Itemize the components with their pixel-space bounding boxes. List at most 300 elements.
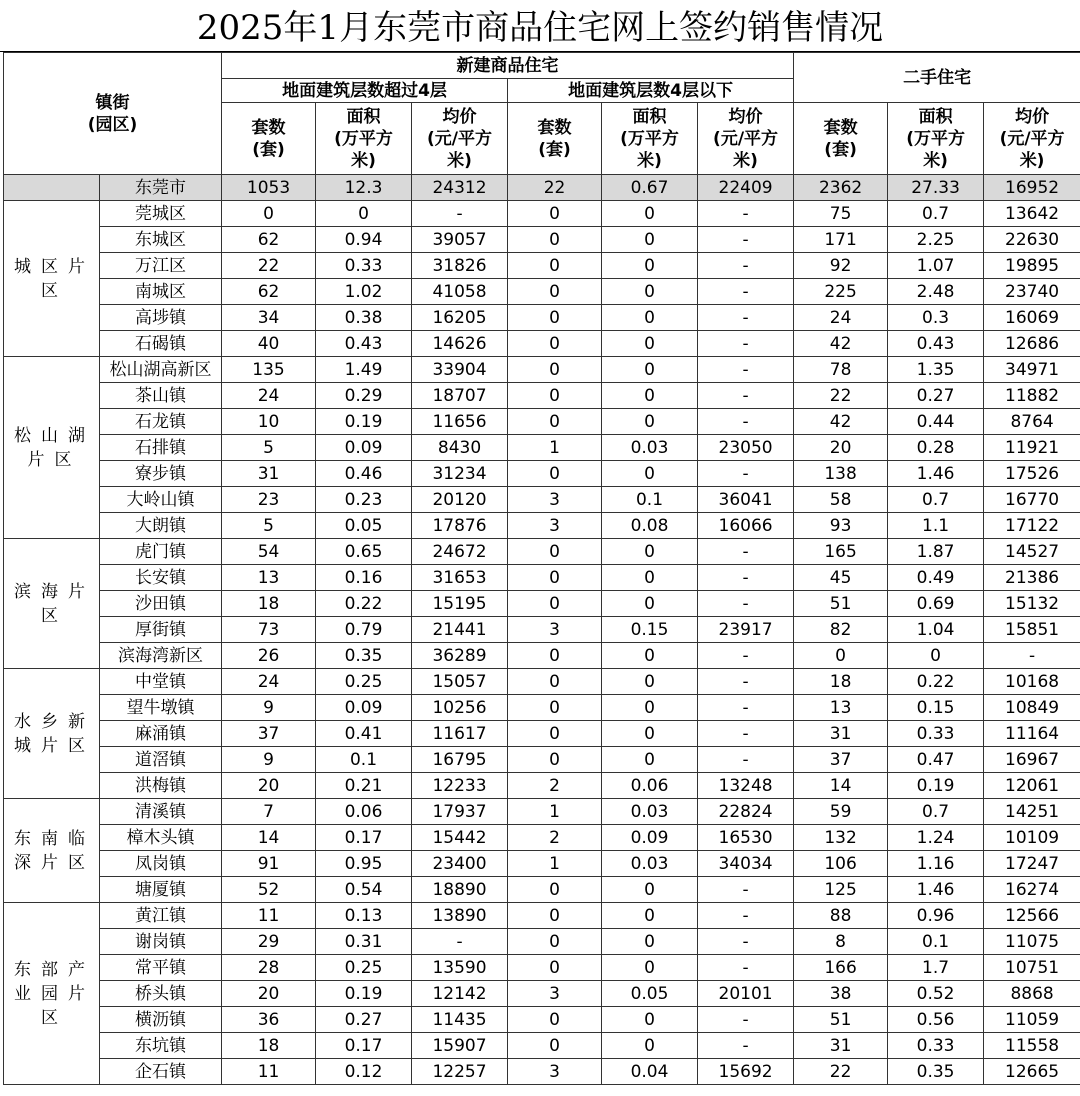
data-cell: 36041 [698,487,794,513]
data-cell: 13 [794,695,888,721]
data-cell: 0 [602,279,698,305]
data-cell: 23917 [698,617,794,643]
col-header-units: 套数 (套) [222,103,316,175]
town-name: 寮步镇 [100,461,222,487]
data-cell: 0 [602,747,698,773]
sales-table [3,52,1080,1085]
data-cell: 31653 [412,565,508,591]
data-cell: 0.43 [888,331,984,357]
data-cell: 22630 [984,227,1080,253]
data-cell: 8764 [984,409,1080,435]
data-cell: 9 [222,747,316,773]
data-cell: 0.96 [888,903,984,929]
table-row [4,513,1080,539]
data-cell: 0 [602,695,698,721]
data-cell: 0 [508,591,602,617]
data-cell: 11075 [984,929,1080,955]
data-cell: 1 [508,851,602,877]
data-cell: 37 [222,721,316,747]
data-cell: 5 [222,435,316,461]
data-cell: 14251 [984,799,1080,825]
data-cell: 34971 [984,357,1080,383]
town-name: 常平镇 [100,955,222,981]
data-cell: 0 [602,227,698,253]
data-cell: 21441 [412,617,508,643]
data-cell: 34 [222,305,316,331]
region-label: 东部产业园片区 [4,903,100,1085]
data-cell: - [698,227,794,253]
data-cell: - [698,201,794,227]
town-name: 谢岗镇 [100,929,222,955]
data-cell: - [698,591,794,617]
data-cell: 0 [508,331,602,357]
data-cell: 0.33 [316,253,412,279]
data-cell: - [698,1033,794,1059]
data-cell: 0 [508,669,602,695]
town-name: 清溪镇 [100,799,222,825]
data-cell: 0 [222,201,316,227]
data-cell: 45 [794,565,888,591]
data-cell: 54 [222,539,316,565]
total-cell: 27.33 [888,175,984,201]
data-cell: 15442 [412,825,508,851]
data-cell: - [698,331,794,357]
town-name: 厚街镇 [100,617,222,643]
data-cell: 0.35 [888,1059,984,1085]
table-row [4,695,1080,721]
col-header-area: 面积 (万平方 米) [316,103,412,175]
data-cell: 0.05 [602,981,698,1007]
above4-header: 地面建筑层数超过4层 [222,79,508,103]
town-name: 塘厦镇 [100,877,222,903]
data-cell: - [698,461,794,487]
town-name: 麻涌镇 [100,721,222,747]
data-cell: 23740 [984,279,1080,305]
data-cell: 0.09 [316,435,412,461]
table-row [4,643,1080,669]
data-cell: 0.69 [888,591,984,617]
data-cell: 0.08 [602,513,698,539]
total-cell: 16952 [984,175,1080,201]
table-row [4,721,1080,747]
table-row [4,851,1080,877]
data-cell: - [698,357,794,383]
table-row [4,669,1080,695]
data-cell: 0.7 [888,799,984,825]
data-cell: 12566 [984,903,1080,929]
table-row [4,487,1080,513]
total-cell: 1053 [222,175,316,201]
table-row [4,1033,1080,1059]
table-row [4,539,1080,565]
town-name: 虎门镇 [100,539,222,565]
data-cell: - [698,383,794,409]
data-cell: 165 [794,539,888,565]
data-cell: 0.3 [888,305,984,331]
town-name: 高埗镇 [100,305,222,331]
table-row [4,955,1080,981]
data-cell: - [698,903,794,929]
data-cell: 0.03 [602,799,698,825]
town-name: 横沥镇 [100,1007,222,1033]
data-cell: 0.35 [316,643,412,669]
data-cell: 31 [222,461,316,487]
data-cell: 78 [794,357,888,383]
data-cell: 0.79 [316,617,412,643]
data-cell: 0.12 [316,1059,412,1085]
total-cell: 24312 [412,175,508,201]
data-cell: 20 [222,981,316,1007]
data-cell: 0.65 [316,539,412,565]
data-cell: 0 [508,539,602,565]
col-header-price: 均价 (元/平方 米) [984,103,1080,175]
data-cell: 8 [794,929,888,955]
town-name: 大朗镇 [100,513,222,539]
data-cell: 15132 [984,591,1080,617]
data-cell: 1 [508,799,602,825]
region-label: 滨海片区 [4,539,100,669]
data-cell: 91 [222,851,316,877]
data-cell: 15195 [412,591,508,617]
data-cell: 11558 [984,1033,1080,1059]
data-cell: 16795 [412,747,508,773]
data-cell: 18 [794,669,888,695]
data-cell: 0 [508,929,602,955]
data-cell: 17876 [412,513,508,539]
data-cell: 93 [794,513,888,539]
data-cell: 11 [222,903,316,929]
data-cell: - [698,409,794,435]
total-cell: 0.67 [602,175,698,201]
town-name: 樟木头镇 [100,825,222,851]
data-cell: 171 [794,227,888,253]
town-name: 中堂镇 [100,669,222,695]
town-name: 望牛墩镇 [100,695,222,721]
town-name: 石龙镇 [100,409,222,435]
table-row [4,565,1080,591]
data-cell: 11617 [412,721,508,747]
data-cell: - [698,1007,794,1033]
data-cell: 17937 [412,799,508,825]
town-name: 松山湖高新区 [100,357,222,383]
page-title: 2025年1月东莞市商品住宅网上签约销售情况 [0,0,1080,52]
data-cell: 0 [794,643,888,669]
table-row [4,1007,1080,1033]
data-cell: 138 [794,461,888,487]
data-cell: 75 [794,201,888,227]
data-cell: 0.03 [602,435,698,461]
town-name: 莞城区 [100,201,222,227]
data-cell: 20 [222,773,316,799]
data-cell: 41058 [412,279,508,305]
data-cell: 0.49 [888,565,984,591]
data-cell: - [698,721,794,747]
data-cell: 0.25 [316,669,412,695]
data-cell: 1.46 [888,461,984,487]
town-name: 沙田镇 [100,591,222,617]
data-cell: 0 [602,357,698,383]
data-cell: 0.44 [888,409,984,435]
data-cell: 88 [794,903,888,929]
col-header-price: 均价 (元/平方 米) [412,103,508,175]
data-cell: 10109 [984,825,1080,851]
col-header-units: 套数 (套) [794,103,888,175]
town-name: 南城区 [100,279,222,305]
data-cell: - [698,253,794,279]
data-cell: 0 [602,877,698,903]
data-cell: 0 [602,539,698,565]
data-cell: 8868 [984,981,1080,1007]
data-cell: 24 [222,383,316,409]
data-cell: 106 [794,851,888,877]
data-cell: - [698,279,794,305]
data-cell: 24 [222,669,316,695]
data-cell: 0 [508,747,602,773]
data-cell: 12665 [984,1059,1080,1085]
data-cell: 0 [602,903,698,929]
data-cell: 12142 [412,981,508,1007]
data-cell: 73 [222,617,316,643]
data-cell: 33904 [412,357,508,383]
data-cell: 9 [222,695,316,721]
total-cell: 12.3 [316,175,412,201]
data-cell: 0 [602,669,698,695]
data-cell: 0 [602,201,698,227]
data-cell: 82 [794,617,888,643]
data-cell: - [984,643,1080,669]
data-cell: 15692 [698,1059,794,1085]
data-cell: 11 [222,1059,316,1085]
new-housing-header: 新建商品住宅 [222,53,794,79]
region-label: 水乡新城片区 [4,669,100,799]
table-row [4,383,1080,409]
data-cell: 0 [888,643,984,669]
table-row [4,929,1080,955]
data-cell: 12686 [984,331,1080,357]
data-cell: 1 [508,435,602,461]
data-cell: 0 [508,409,602,435]
data-cell: 1.46 [888,877,984,903]
data-cell: 0.94 [316,227,412,253]
data-cell: 0.1 [888,929,984,955]
col-header-units: 套数 (套) [508,103,602,175]
data-cell: 58 [794,487,888,513]
data-cell: 0 [508,695,602,721]
data-cell: 1.02 [316,279,412,305]
data-cell: 10256 [412,695,508,721]
town-name: 洪梅镇 [100,773,222,799]
data-cell: 0.1 [602,487,698,513]
data-cell: 20101 [698,981,794,1007]
town-header: 镇街 (园区) [4,53,222,175]
data-cell: 21386 [984,565,1080,591]
data-cell: 13590 [412,955,508,981]
data-cell: 0.06 [602,773,698,799]
table-row [4,903,1080,929]
col-header-area: 面积 (万平方 米) [888,103,984,175]
data-cell: - [698,643,794,669]
data-cell: 0 [508,955,602,981]
data-cell: 14527 [984,539,1080,565]
data-cell: 22824 [698,799,794,825]
town-name: 东城区 [100,227,222,253]
data-cell: 16770 [984,487,1080,513]
data-cell: 0.22 [888,669,984,695]
data-cell: 2 [508,773,602,799]
data-cell: 0.54 [316,877,412,903]
data-cell: 3 [508,981,602,1007]
data-cell: 0.19 [316,409,412,435]
total-region-cell [4,175,100,201]
data-cell: 0.22 [316,591,412,617]
data-cell: 0.25 [316,955,412,981]
data-cell: 1.04 [888,617,984,643]
total-cell: 2362 [794,175,888,201]
town-name: 石碣镇 [100,331,222,357]
data-cell: 0.31 [316,929,412,955]
data-cell: 225 [794,279,888,305]
region-label: 东南临深片区 [4,799,100,903]
data-cell: 16066 [698,513,794,539]
data-cell: 0 [508,565,602,591]
data-cell: 51 [794,591,888,617]
data-cell: 0.21 [316,773,412,799]
data-cell: 40 [222,331,316,357]
table-row [4,435,1080,461]
data-cell: - [698,955,794,981]
town-name: 茶山镇 [100,383,222,409]
data-cell: 92 [794,253,888,279]
town-name: 黄江镇 [100,903,222,929]
data-cell: 0.17 [316,825,412,851]
data-cell: - [698,747,794,773]
col-header-price: 均价 (元/平方 米) [698,103,794,175]
data-cell: 0 [508,305,602,331]
data-cell: 0.38 [316,305,412,331]
data-cell: 31 [794,1033,888,1059]
data-cell: 1.7 [888,955,984,981]
data-cell: 42 [794,331,888,357]
data-cell: 135 [222,357,316,383]
data-cell: 10168 [984,669,1080,695]
data-cell: 59 [794,799,888,825]
data-cell: 1.24 [888,825,984,851]
data-cell: 1.1 [888,513,984,539]
data-cell: 31234 [412,461,508,487]
town-name: 东坑镇 [100,1033,222,1059]
data-cell: - [698,565,794,591]
data-cell: 11164 [984,721,1080,747]
data-cell: 34034 [698,851,794,877]
data-cell: 0.05 [316,513,412,539]
data-cell: 1.16 [888,851,984,877]
data-cell: 42 [794,409,888,435]
data-cell: 17247 [984,851,1080,877]
town-name: 桥头镇 [100,981,222,1007]
data-cell: 0 [508,643,602,669]
col-header-area: 面积 (万平方 米) [602,103,698,175]
data-cell: 22 [794,383,888,409]
data-cell: 10 [222,409,316,435]
data-cell: 15057 [412,669,508,695]
region-label: 城区片区 [4,201,100,357]
data-cell: 28 [222,955,316,981]
data-cell: 52 [222,877,316,903]
data-cell: 0 [508,253,602,279]
data-cell: 0 [602,1007,698,1033]
data-cell: 20 [794,435,888,461]
data-cell: 15907 [412,1033,508,1059]
data-cell: 0.27 [888,383,984,409]
data-cell: 1.87 [888,539,984,565]
total-row [4,175,1080,201]
town-name: 企石镇 [100,1059,222,1085]
data-cell: 0.27 [316,1007,412,1033]
data-cell: 0 [602,565,698,591]
data-cell: 14 [794,773,888,799]
table-row [4,981,1080,1007]
data-cell: - [698,695,794,721]
data-cell: 0.56 [888,1007,984,1033]
table-row [4,825,1080,851]
data-cell: 11921 [984,435,1080,461]
table-row [4,357,1080,383]
data-cell: 0 [602,1033,698,1059]
table-row [4,279,1080,305]
below4-header: 地面建筑层数4层以下 [508,79,794,103]
table-row [4,331,1080,357]
data-cell: 0.16 [316,565,412,591]
data-cell: 0.46 [316,461,412,487]
data-cell: 38 [794,981,888,1007]
data-cell: 37 [794,747,888,773]
data-cell: 0.03 [602,851,698,877]
data-cell: 0.19 [316,981,412,1007]
data-cell: 13248 [698,773,794,799]
data-cell: 166 [794,955,888,981]
data-cell: 18 [222,1033,316,1059]
table-row [4,591,1080,617]
data-cell: 0 [602,461,698,487]
data-cell: 14626 [412,331,508,357]
data-cell: 2 [508,825,602,851]
data-cell: 0 [508,201,602,227]
data-cell: 11882 [984,383,1080,409]
table-row [4,1059,1080,1085]
data-cell: 3 [508,617,602,643]
data-cell: 0.19 [888,773,984,799]
data-cell: 16274 [984,877,1080,903]
data-cell: 0.7 [888,487,984,513]
data-cell: 0.17 [316,1033,412,1059]
town-name: 万江区 [100,253,222,279]
data-cell: 0 [602,955,698,981]
data-cell: 0 [602,929,698,955]
data-cell: 5 [222,513,316,539]
region-label: 松山湖片区 [4,357,100,539]
table-row [4,877,1080,903]
data-cell: 0 [602,721,698,747]
data-cell: - [412,929,508,955]
data-cell: 3 [508,487,602,513]
data-cell: 2.48 [888,279,984,305]
data-cell: 16205 [412,305,508,331]
data-cell: 0.06 [316,799,412,825]
data-cell: 0 [508,877,602,903]
table-row [4,253,1080,279]
data-cell: 125 [794,877,888,903]
table-row [4,201,1080,227]
